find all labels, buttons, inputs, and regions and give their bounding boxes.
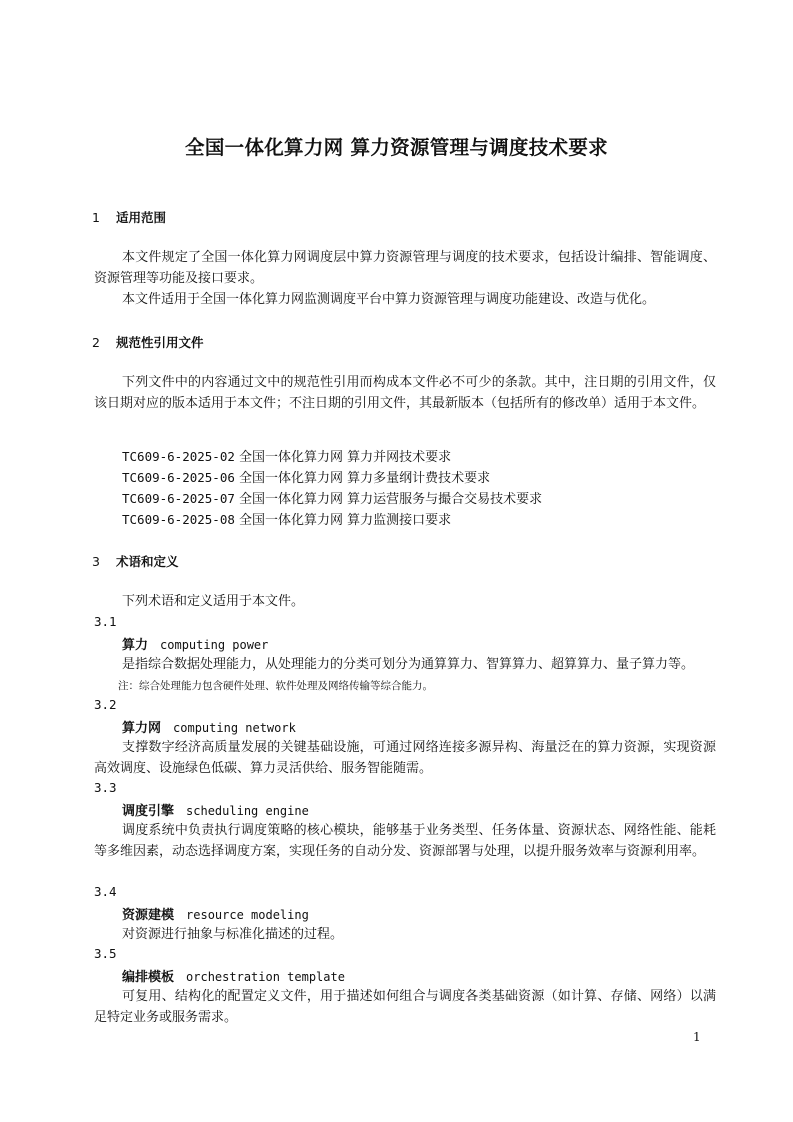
term-number: 3.3 bbox=[94, 780, 117, 795]
term-definition: 对资源进行抽象与标准化描述的过程。 bbox=[122, 927, 344, 942]
term-number: 3.4 bbox=[94, 884, 117, 899]
reference-title: 全国一体化算力网 算力监测接口要求 bbox=[239, 513, 452, 528]
term-heading bbox=[122, 904, 309, 923]
term-chinese: 算力网 bbox=[122, 721, 162, 736]
term-definition: 支撑数字经济高质量发展的关键基础设施，可通过网络连接多源异构、海量泛在的算力资源，实现资源高效调度、设施绿色低碳、算力灵活供给、服务智能随需。 bbox=[94, 740, 716, 776]
term-heading bbox=[122, 634, 268, 653]
term-heading bbox=[122, 966, 345, 985]
reference-item bbox=[122, 446, 451, 465]
term-english: orchestration template bbox=[186, 970, 345, 984]
term-english: scheduling engine bbox=[186, 804, 309, 818]
term-english: computing network bbox=[173, 721, 296, 735]
normative-references-paragraph: 下列文件中的内容通过文中的规范性引用而构成本文件必不可少的条款。其中，注日期的引用文件，仅该日期对应的版本适用于本文件；不注日期的引用文件，其最新版本（包括所有的修改单）适用于本文件。 bbox=[94, 375, 716, 411]
term-chinese: 算力 bbox=[122, 638, 149, 653]
section-2-heading bbox=[92, 333, 204, 351]
page-number: 1 bbox=[693, 1030, 701, 1044]
reference-item bbox=[122, 509, 451, 528]
term-definition: 可复用、结构化的配置定义文件，用于描述如何组合与调度各类基础资源（如计算、存储、网络）以满足特定业务或服务需求。 bbox=[94, 989, 716, 1025]
term-number: 3.2 bbox=[94, 697, 117, 712]
reference-code: TC609-6-2025-07 bbox=[122, 491, 235, 506]
section-title: 术语和定义 bbox=[116, 554, 179, 569]
scope-paragraph-2: 本文件适用于全国一体化算力网监测调度平台中算力资源管理与调度功能建设、改造与优化。 bbox=[122, 292, 656, 307]
document-title: 全国一体化算力网 算力资源管理与调度技术要求 bbox=[185, 136, 608, 159]
term-number: 3.5 bbox=[94, 946, 117, 961]
section-title: 规范性引用文件 bbox=[116, 335, 204, 350]
term-english: resource modeling bbox=[186, 908, 309, 922]
term-chinese: 资源建模 bbox=[122, 908, 175, 923]
term-heading bbox=[122, 800, 309, 819]
term-definition: 是指综合数据处理能力，从处理能力的分类可划分为通算算力、智算算力、超算算力、量子算力等。 bbox=[122, 657, 695, 672]
term-chinese: 调度引擎 bbox=[122, 804, 175, 819]
reference-code: TC609-6-2025-06 bbox=[122, 470, 235, 485]
scope-paragraph-1: 本文件规定了全国一体化算力网调度层中算力资源管理与调度的技术要求，包括设计编排、智能调度、资源管理等功能及接口要求。 bbox=[94, 250, 716, 286]
section-number: 3 bbox=[92, 554, 100, 569]
reference-title: 全国一体化算力网 算力多量纲计费技术要求 bbox=[239, 471, 491, 486]
section-number: 2 bbox=[92, 335, 100, 350]
terms-intro: 下列术语和定义适用于本文件。 bbox=[122, 594, 305, 609]
term-chinese: 编排模板 bbox=[122, 970, 175, 985]
section-3-heading bbox=[92, 552, 179, 570]
term-heading bbox=[122, 717, 296, 736]
reference-code: TC609-6-2025-02 bbox=[122, 449, 235, 464]
reference-item bbox=[122, 488, 542, 507]
term-definition: 调度系统中负责执行调度策略的核心模块，能够基于业务类型、任务体量、资源状态、网络性能、能耗等多维因素，动态选择调度方案，实现任务的自动分发、资源部署与处理，以提升服务效率与资源利用率。 bbox=[94, 823, 716, 859]
reference-title: 全国一体化算力网 算力运营服务与撮合交易技术要求 bbox=[239, 492, 543, 507]
reference-item bbox=[122, 467, 490, 486]
section-number: 1 bbox=[92, 210, 100, 225]
term-number: 3.1 bbox=[94, 614, 117, 629]
term-english: computing power bbox=[160, 638, 269, 652]
reference-code: TC609-6-2025-08 bbox=[122, 512, 235, 527]
section-1-heading bbox=[92, 208, 166, 226]
reference-title: 全国一体化算力网 算力并网技术要求 bbox=[239, 450, 452, 465]
section-title: 适用范围 bbox=[116, 210, 167, 225]
term-note: 注：综合处理能力包含硬件处理、软件处理及网络传输等综合能力。 bbox=[118, 680, 433, 692]
